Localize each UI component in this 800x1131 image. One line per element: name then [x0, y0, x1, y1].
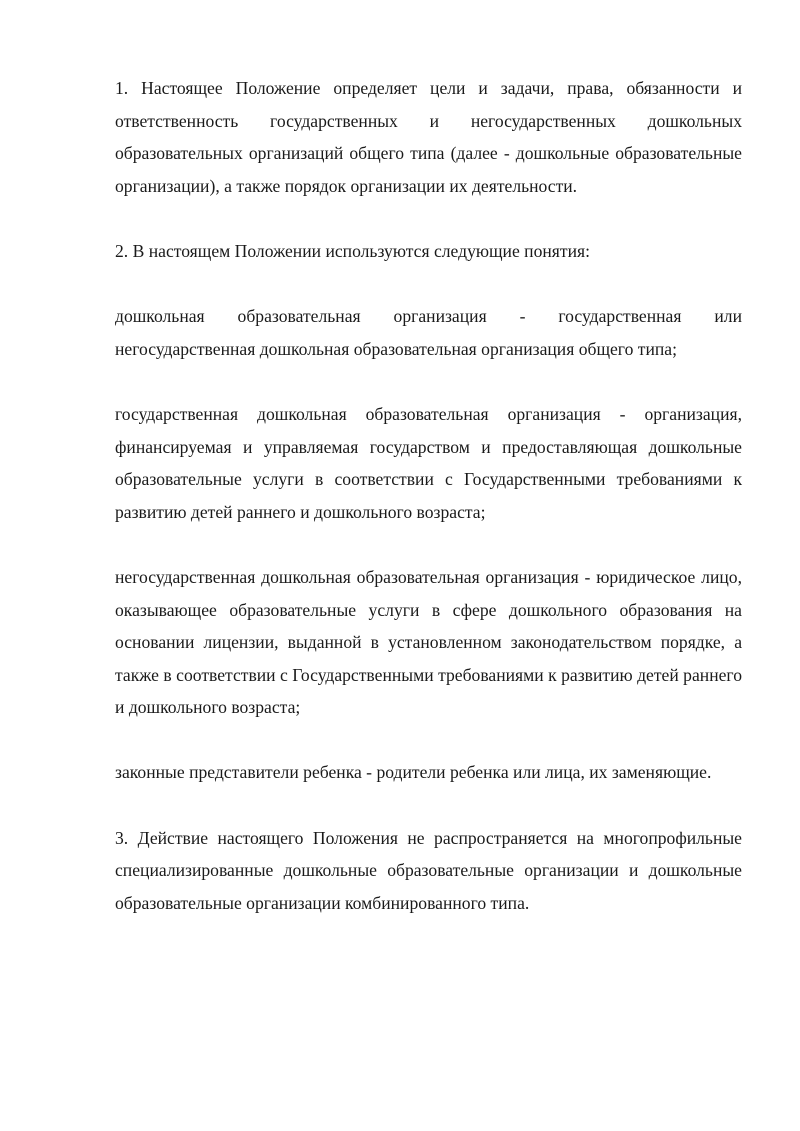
definition-state-organization: государственная дошкольная образовательная организация - организация, финансируемая и управляемая государством и предоставляющая дошкольные образовательные услуги в соответствии с Государственными требованиями к развитию детей раннего и дошкольного возраста;: [115, 403, 742, 522]
paragraph-3-scope: 3. Действие настоящего Положения не распространяется на многопрофильные специализированные дошкольные образовательные организации и дошкольные образовательные организации комбинированного типа.: [115, 827, 742, 913]
definition-non-state-organization: негосударственная дошкольная образовательная организация - юридическое лицо, оказывающее образовательные услуги в сфере дошкольного образования на основании лицензии, выданной в установленном законодательством порядке, а также в соответствии с Государственными требованиями к развитию детей раннего и дошкольного возраста;: [115, 566, 742, 718]
paragraph-2-definitions-intro: 2. В настоящем Положении используются следующие понятия:: [115, 240, 590, 261]
definition-legal-representatives: законные представители ребенка - родители ребенка или лица, их заменяющие.: [115, 762, 712, 783]
paragraph-1-purpose: 1. Настоящее Положение определяет цели и задачи, права, обязанности и ответственность государственных и негосударственных дошкольных образовательных организаций общего типа (далее - дошкольные образовательные организации), а также порядок организации их деятельности.: [115, 78, 742, 196]
definition-preschool-organization: дошкольная образовательная организация - государственная или негосударственная дошкольная образовательная организация общего типа;: [115, 306, 742, 359]
